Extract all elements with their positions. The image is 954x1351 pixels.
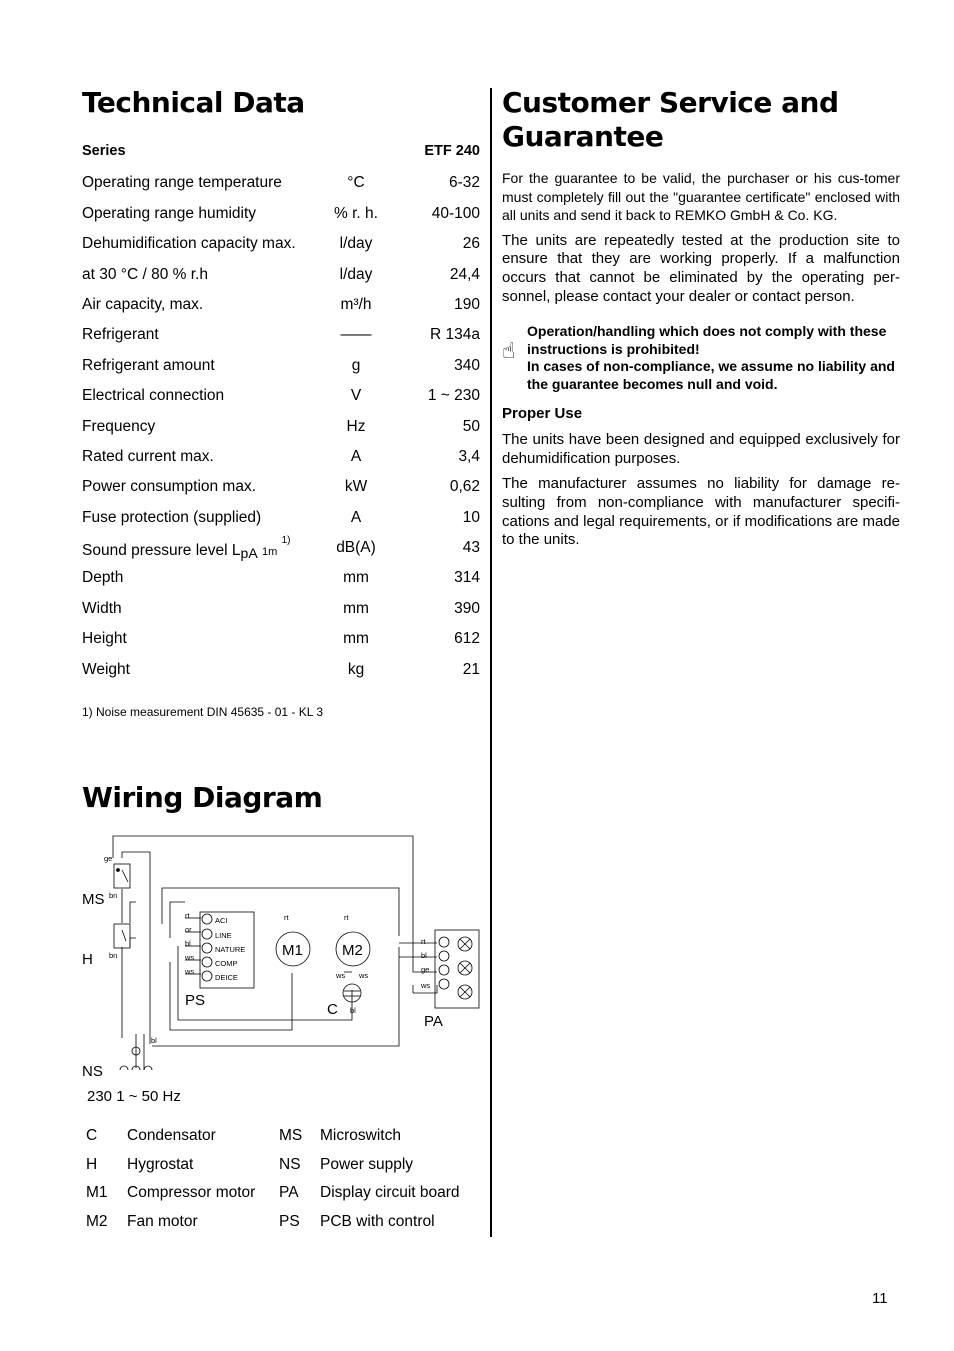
wire-label-or: or — [185, 925, 192, 934]
table-row — [82, 474, 480, 504]
customer-service-title — [502, 86, 839, 154]
row-value: 10 — [462, 508, 480, 526]
row-unit-text: mm — [343, 569, 369, 587]
pcb-label-nature: NATURE — [215, 945, 246, 954]
row-label: Frequency — [82, 417, 156, 435]
legend-desc2: PCB with control — [320, 1213, 435, 1231]
legend-code: H — [86, 1155, 98, 1173]
wire-label-bl-2: bl — [185, 939, 191, 948]
legend-code: M1 — [86, 1184, 108, 1202]
legend-code: M2 — [86, 1213, 108, 1231]
row-value: 40-100 — [431, 204, 480, 222]
label-m1: M1 — [282, 942, 303, 959]
pcb-label-aci: ACI — [215, 916, 228, 925]
row-value: 314 — [454, 569, 480, 587]
wiring-diagram — [78, 830, 484, 1110]
row-unit-text: m³/h — [340, 295, 372, 313]
table-row — [82, 170, 480, 200]
row-value: 3,4 — [458, 447, 480, 465]
label-ms: MS — [82, 891, 105, 908]
series-label: Series — [82, 143, 126, 159]
row-label: Dehumidification capacity max. — [82, 235, 296, 253]
wire-label-ws-pa: ws — [421, 981, 431, 990]
row-label: Height — [82, 630, 127, 648]
table-row — [82, 596, 480, 626]
label-pa: PA — [424, 1013, 443, 1030]
legend-desc2: Display circuit board — [320, 1184, 460, 1202]
row-label: Electrical connection — [82, 387, 225, 405]
table-row — [82, 322, 480, 352]
table-row — [82, 262, 480, 292]
pcb-label-line: LINE — [215, 931, 232, 940]
row-unit-text: V — [350, 387, 362, 405]
row-value: 190 — [454, 295, 480, 313]
row-label: Refrigerant amount — [82, 356, 215, 374]
footnote: 1) Noise measurement DIN 45635 - 01 - KL 3 — [82, 705, 324, 719]
row-value: 1 ~ 230 — [427, 387, 480, 405]
pointing-hand-icon: ☝ — [502, 339, 516, 365]
row-label: Weight — [82, 660, 130, 678]
legend-desc2: Power supply — [320, 1155, 414, 1173]
row-label: Depth — [82, 569, 124, 587]
legend-code2: MS — [279, 1127, 303, 1144]
warning-text-1: Operation/handling which does not comply with these instructions is prohibited! — [527, 323, 887, 357]
guarantee-paragraph: For the guarantee to be valid, the purchaser or his cus-tomer must completely fill out the "guarantee certificate" enclosed with all units and send it back to REMKO GmbH & Co. KG. — [502, 170, 900, 224]
row-unit-text: l/day — [339, 265, 373, 283]
label-ps: PS — [185, 992, 206, 1009]
row-value: R 134a — [430, 326, 480, 344]
legend-code2: PA — [279, 1184, 299, 1202]
sound-label-text: Sound pressure level L — [82, 542, 241, 560]
warning-note — [502, 323, 900, 393]
legend-desc2: Microswitch — [320, 1127, 401, 1144]
wire-label-bn: bn — [109, 891, 118, 900]
row-value: 0,62 — [449, 478, 480, 496]
row-label: Width — [82, 599, 122, 617]
row-unit-text: kg — [347, 660, 365, 678]
wire-label-bl-pa: bl — [421, 951, 427, 960]
row-unit-text: A — [350, 447, 362, 465]
row-unit-text: —— — [340, 326, 372, 344]
legend-code2: NS — [279, 1155, 301, 1173]
table-row-sound — [82, 535, 480, 565]
page-number: 11 — [872, 1290, 888, 1307]
wire-label-rt-m2: rt — [344, 913, 349, 922]
table-row — [82, 201, 480, 231]
row-label: at 30 °C / 80 % r.h — [82, 265, 208, 283]
row-value: 50 — [462, 417, 480, 435]
sound-unit-text: dB(A) — [336, 539, 376, 557]
pcb-label-comp: COMP — [215, 959, 238, 968]
row-unit-text: kW — [344, 478, 368, 496]
legend-desc: Fan motor — [127, 1213, 198, 1231]
warning-text-2: In cases of non-compliance, we assume no liability and the guarantee becomes null and void. — [527, 358, 895, 392]
label-m2: M2 — [342, 942, 363, 959]
liability-paragraph: The manufacturer assumes no liability for damage re-sulting from non-compliance with manufacturer specifi-cations and legal requirements, or if modifications are made to the units. — [502, 475, 900, 549]
row-value: 390 — [454, 599, 480, 617]
title-line-1: Customer Service and — [502, 86, 839, 119]
wire-label-ws: ws — [185, 953, 195, 962]
row-label: Operating range humidity — [82, 204, 257, 222]
row-unit-text: l/day — [339, 235, 373, 253]
row-label: Refrigerant — [82, 326, 159, 344]
table-row — [82, 231, 480, 261]
sound-label — [82, 535, 291, 562]
pcb-label-deice: DEICE — [215, 973, 238, 982]
row-unit-text: g — [351, 356, 361, 374]
row-unit-text: % r. h. — [334, 204, 378, 222]
technical-data-title: Technical Data — [82, 86, 305, 119]
wire-label-rt-m1: rt — [284, 913, 289, 922]
table-row — [82, 626, 480, 656]
service-body — [502, 169, 900, 550]
wire-label-ws-m2b: ws — [359, 971, 369, 980]
row-label: Air capacity, max. — [82, 295, 204, 313]
row-label: Rated current max. — [82, 447, 214, 465]
row-value: 24,4 — [449, 265, 480, 283]
table-header-row — [82, 140, 480, 170]
row-value: 21 — [462, 660, 480, 678]
wiring-diagram-title: Wiring Diagram — [82, 781, 323, 814]
sound-sub2: 1m — [261, 546, 278, 559]
row-label: Operating range temperature — [82, 174, 282, 192]
label-supply: 230 1 ~ 50 Hz — [87, 1088, 181, 1105]
wire-label-ge-pa: ge — [421, 965, 430, 974]
wire-label-bl: bl — [151, 1036, 157, 1045]
table-row — [82, 292, 480, 322]
row-unit-text: mm — [343, 630, 369, 648]
row-unit-text: °C — [347, 174, 365, 192]
proper-use-heading: Proper Use — [502, 405, 583, 423]
row-value: 26 — [462, 235, 480, 253]
testing-paragraph: The units are repeatedly tested at the production site to ensure that they are working properly. If a malfunction occurs that cannot be eliminated by the operating per-sonnel, please contact your dealer or contact person. — [502, 231, 900, 305]
wire-label-rt: rt — [185, 911, 190, 920]
proper-use-paragraph: The units have been designed and equipped exclusively for dehumidification purposes. — [502, 431, 900, 467]
table-row — [82, 414, 480, 444]
row-value: 340 — [454, 356, 480, 374]
wire-label-bn-2: bn — [109, 951, 118, 960]
row-unit-text: Hz — [346, 417, 366, 435]
legend-code2: PS — [279, 1213, 300, 1231]
legend-desc: Condensator — [127, 1127, 216, 1144]
wire-label-ws-m2a: ws — [336, 971, 346, 980]
table-row — [82, 657, 480, 687]
row-unit-text: A — [350, 508, 362, 526]
legend-desc: Hygrostat — [127, 1155, 194, 1173]
wire-label-bl-c: bl — [350, 1006, 356, 1015]
row-value: 6-32 — [448, 174, 480, 192]
legend-desc: Compressor motor — [127, 1184, 256, 1202]
sound-value: 43 — [462, 539, 480, 557]
table-row — [82, 444, 480, 474]
table-row — [82, 565, 480, 595]
row-label: Power consumption max. — [82, 478, 257, 496]
legend-code: C — [86, 1127, 98, 1144]
wire-label-ge: ge — [104, 854, 113, 863]
column-divider — [490, 88, 492, 1237]
series-value: ETF 240 — [424, 143, 480, 159]
wire-label-ws-2: ws — [185, 967, 195, 976]
sound-sup: 1) — [281, 535, 291, 547]
label-ns: NS — [82, 1063, 103, 1080]
title-line-2: Guarantee — [502, 120, 664, 153]
table-row — [82, 353, 480, 383]
table-row — [82, 383, 480, 413]
sound-sub: pA — [240, 545, 258, 562]
row-value: 612 — [454, 630, 480, 648]
row-unit-text: mm — [343, 599, 369, 617]
label-h: H — [82, 951, 93, 968]
row-label: Fuse protection (supplied) — [82, 508, 262, 526]
table-row — [82, 505, 480, 535]
label-c: C — [327, 1001, 338, 1018]
wire-label-rt-pa: rt — [421, 937, 426, 946]
technical-data-table — [82, 140, 480, 687]
